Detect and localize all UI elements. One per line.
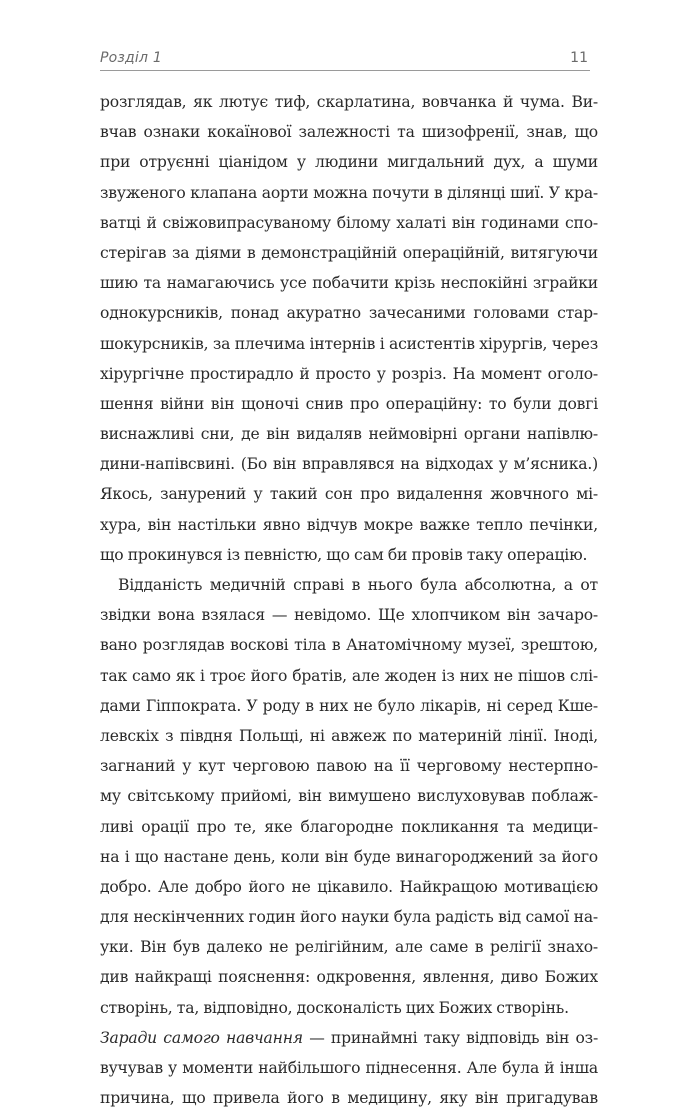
paragraph-last-line: створінь, та, відповідно, досконалість цих Божих створінь. <box>100 998 569 1017</box>
text-line: звуженого клапана аорти можна почути в ділянці шиї. У кра- <box>100 183 598 202</box>
text-line: левскіх з півдня Польщі, ні авжеж по материній лінії. Іноді, <box>100 726 598 745</box>
text-line: виснажливі сни, де він видаляв неймовірні органи напівлю- <box>100 425 598 444</box>
text-line: уки. Він був далеко не релігійним, але саме в релігії знахо- <box>100 938 598 957</box>
text-line: дини-напівсвині. (Бо він вправлявся на відходах у м’ясника.) <box>100 455 598 474</box>
text-line: вучував у моменти найбільшого піднесення. Але була й інша <box>100 1059 598 1077</box>
section-title: Розділ 1 <box>100 50 162 66</box>
text-line: Якось, занурений у такий сон про видалення жовчного мі- <box>100 485 598 504</box>
body-text <box>100 87 598 1113</box>
text-line: шення війни він щоночі снив про операційну: то були довгі <box>100 394 598 413</box>
text-line: розглядав, як лютує тиф, скарлатина, вовчанка й чума. Ви- <box>100 93 598 111</box>
text-line: му світському прийомі, він вимушено вислуховував поблаж- <box>100 787 598 806</box>
text-line: дами Гіппократа. У роду в них не було лікарів, ні серед Кше- <box>100 696 598 715</box>
text-line: стерігав за діями в демонстраційній операційній, витягуючи <box>100 243 598 262</box>
text-line: див найкращі пояснення: одкровення, явлення, диво Божих <box>100 968 598 987</box>
text-line: так само як і троє його братів, але жоден із них не пішов слі- <box>100 666 598 685</box>
text-line: вчав ознаки кокаїнової залежності та шизофренії, знав, що <box>100 123 598 142</box>
text-line: ливі орації про те, яке благородне покликання та медици- <box>100 817 598 836</box>
text-line: вано розглядав воскові тіла в Анатомічному музеї, зрештою, <box>100 636 598 655</box>
text-line: звідки вона взялася — невідомо. Ще хлопчиком він зачаро- <box>100 606 598 625</box>
header-rule <box>100 70 590 71</box>
paragraph-first-line: Відданість медичній справі в нього була абсолютна, а от <box>118 576 598 594</box>
page-number: 11 <box>570 50 588 66</box>
italic-phrase: Заради самого навчання <box>100 1028 303 1047</box>
text-line: на і що настане день, коли він буде винагороджений за його <box>100 847 598 866</box>
text-line: шокурсників, за плечима інтернів і асистентів хірургів, через <box>100 334 598 353</box>
text-line: при отруєнні ціанідом у людини мигдальний дух, а шуми <box>100 153 598 172</box>
text-line: хура, він настільки явно відчув мокре важке тепло печінки, <box>100 515 598 534</box>
paragraph-last-line: що прокинувся із певністю, що сам би провів таку операцію. <box>100 545 588 564</box>
paragraph-first-line <box>100 1023 598 1053</box>
text-line: ватці й свіжовипрасуваному білому халаті він годинами спо- <box>100 213 598 232</box>
text-line: добро. Але добро його не цікавило. Найкращою мотивацією <box>100 877 598 896</box>
text-line: хірургічне простирадло й просто у розріз. На момент оголо- <box>100 364 598 383</box>
text-line: для нескінченних годин його науки була радість від самої на- <box>100 908 598 927</box>
text-line: однокурсників, понад акуратно зачесаними головами стар- <box>100 304 598 323</box>
text-line: загнаний у кут черговою павою на її черговому нестерпно- <box>100 757 598 776</box>
text-run: — принаймні таку відповідь він оз- <box>302 1028 598 1047</box>
running-header <box>100 40 590 70</box>
text-line: шию та намагаючись усе побачити крізь неспокійні зграйки <box>100 274 598 293</box>
text-line: причина, що привела його в медицину, яку він пригадував <box>100 1089 598 1108</box>
